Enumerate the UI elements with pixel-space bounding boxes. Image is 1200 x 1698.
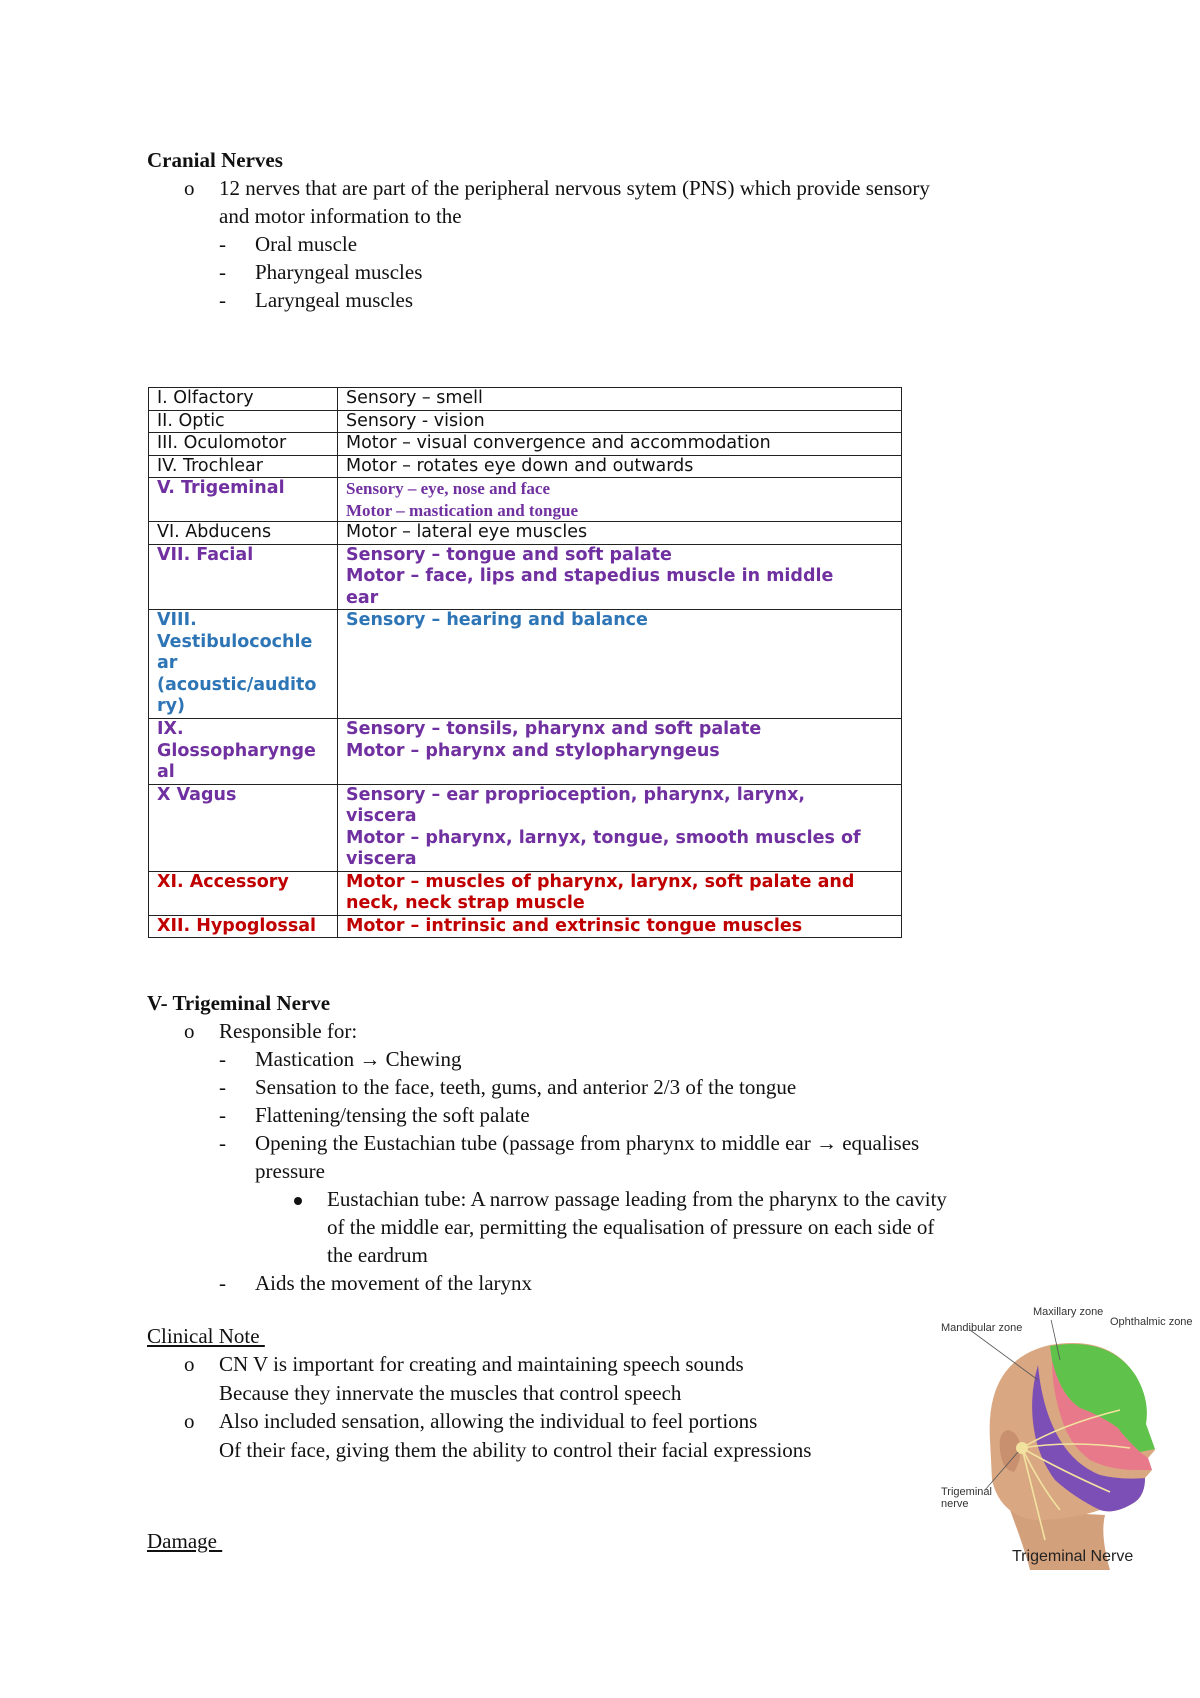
nerve-name-cell [149, 388, 338, 411]
table-row [149, 410, 902, 433]
nerve-function-cell [338, 455, 902, 478]
dash-marker: - [219, 1271, 226, 1295]
nerve-function: Sensory – hearing and balance [346, 610, 648, 630]
nerve-function: Motor – mastication and tongue [346, 500, 579, 520]
list-item-mastication: Mastication → Chewing [255, 1047, 462, 1071]
clinical-note-heading: Clinical Note [147, 1324, 265, 1348]
nerve-function-cell [338, 610, 902, 719]
nerve-name: V. Trigeminal [157, 478, 285, 498]
nerve-function: Sensory – ear proprioception, pharynx, larynx, [346, 784, 806, 805]
bullet-marker: o [184, 1352, 195, 1376]
nerve-function: Motor – pharynx, larnyx, tongue, smooth muscles of [346, 827, 861, 848]
nerve-name: X Vagus [157, 784, 237, 805]
nerve-function: Motor – rotates eye down and outwards [346, 455, 694, 476]
nerve-name: ry) [157, 696, 186, 716]
table-row [149, 915, 902, 938]
dash-marker: - [219, 1131, 226, 1155]
nerve-function-cell [338, 522, 902, 545]
list-item-sensation: Sensation to the face, teeth, gums, and anterior 2/3 of the tongue [255, 1075, 797, 1099]
clinical-point-2: Also included sensation, allowing the individual to feel portions [219, 1409, 758, 1433]
table-row [149, 871, 902, 915]
nerve-name: III. Oculomotor [157, 433, 287, 453]
table-row [149, 522, 902, 545]
list-item-larynx: Aids the movement of the larynx [255, 1271, 533, 1295]
nerve-name: II. Optic [157, 410, 225, 431]
bullet-marker: o [184, 176, 195, 200]
dash-marker: - [219, 232, 226, 256]
responsible-for-lead: Responsible for: [219, 1019, 358, 1043]
nerve-name: al [157, 762, 175, 782]
section-title-cranial-nerves: Cranial Nerves [147, 148, 283, 172]
nerve-name: Glossopharynge [157, 740, 316, 761]
nerve-function: Motor – pharynx and stylopharyngeus [346, 740, 720, 761]
list-item-soft-palate: Flattening/tensing the soft palate [255, 1103, 530, 1127]
nerve-function: Motor – lateral eye muscles [346, 522, 588, 542]
dash-marker: - [219, 1103, 226, 1127]
label-trigeminal-nerve-2: nerve [941, 1498, 969, 1510]
nerve-function: viscera [346, 849, 417, 869]
table-row [149, 388, 902, 411]
sub-item-eustachian-def-1: Eustachian tube: A narrow passage leading from the pharynx to the cavity [327, 1187, 947, 1211]
nerve-function: Motor – muscles of pharynx, larynx, soft palate and [346, 871, 855, 892]
nerve-name-cell [149, 915, 338, 938]
table-row [149, 719, 902, 785]
nerve-function: Sensory – tonsils, pharynx and soft palate [346, 719, 762, 739]
nerve-function: Motor – visual convergence and accommodation [346, 433, 771, 453]
nerve-function: Motor – face, lips and stapedius muscle in middle [346, 566, 834, 586]
table-row [149, 610, 902, 719]
nerve-function-cell [338, 433, 902, 456]
nerve-function-cell [338, 544, 902, 610]
nerve-function-cell [338, 871, 902, 915]
nerve-name-cell [149, 522, 338, 545]
section-title-trigeminal: V- Trigeminal Nerve [147, 991, 331, 1015]
sub-item-eustachian-def-2: of the middle ear, permitting the equalisation of pressure on each side of [327, 1215, 935, 1239]
nerve-name-cell [149, 719, 338, 785]
nerve-name: VII. Facial [157, 544, 254, 565]
nerve-name-cell [149, 544, 338, 610]
label-trigeminal-nerve-1: Trigeminal [941, 1486, 992, 1498]
clinical-point-1-cont: Because they innervate the muscles that control speech [219, 1381, 682, 1405]
nerve-name-cell [149, 784, 338, 871]
nerve-function: viscera [346, 806, 417, 826]
table-row [149, 478, 902, 522]
nerve-name: IV. Trochlear [157, 455, 263, 476]
list-item-eustachian-cont: pressure [255, 1159, 325, 1183]
nerve-function: Sensory – tongue and soft palate [346, 544, 672, 565]
table-row [149, 455, 902, 478]
intro-line-1: 12 nerves that are part of the peripheral nervous sytem (PNS) which provide sensory [219, 176, 930, 200]
dash-marker: - [219, 1075, 226, 1099]
nerve-function-cell [338, 784, 902, 871]
clinical-point-1: CN V is important for creating and maintaining speech sounds [219, 1352, 744, 1376]
nerve-name: (acoustic/audito [157, 674, 317, 695]
list-item-oral-muscle: Oral muscle [255, 232, 358, 256]
nerve-name: Vestibulocochle [157, 631, 313, 652]
table-row [149, 433, 902, 456]
bullet-dot [294, 1197, 302, 1205]
list-item-laryngeal-muscles: Laryngeal muscles [255, 288, 414, 312]
label-ophthalmic-zone: Ophthalmic zone [1110, 1316, 1193, 1328]
dash-marker: - [219, 260, 226, 284]
nerve-function-cell [338, 388, 902, 411]
label-maxillary-zone: Maxillary zone [1033, 1306, 1104, 1318]
figure-caption: Trigeminal Nerve [1012, 1548, 1134, 1565]
list-item-eustachian: Opening the Eustachian tube (passage from pharynx to middle ear → equalises [255, 1131, 920, 1155]
sub-item-eustachian-def-3: the eardrum [327, 1243, 428, 1267]
table-row [149, 784, 902, 871]
nerve-name: ar [157, 653, 178, 673]
dash-marker: - [219, 1047, 226, 1071]
nerve-function: Motor – intrinsic and extrinsic tongue muscles [346, 915, 803, 936]
nerve-name-cell [149, 478, 338, 522]
nerve-function: Sensory – smell [346, 388, 483, 408]
nerve-name: XI. Accessory [157, 871, 289, 892]
nerve-function-cell [338, 915, 902, 938]
nerve-name-cell [149, 610, 338, 719]
damage-heading: Damage [147, 1529, 223, 1553]
cranial-nerves-table [148, 387, 902, 938]
intro-line-2: and motor information to the [219, 204, 462, 228]
nerve-name-cell [149, 433, 338, 456]
nerve-function-cell [338, 719, 902, 785]
nerve-name-cell [149, 871, 338, 915]
nerve-name: I. Olfactory [157, 388, 254, 408]
list-item-pharyngeal-muscles: Pharyngeal muscles [255, 260, 423, 284]
table-row [149, 544, 902, 610]
label-mandibular-zone: Mandibular zone [941, 1322, 1023, 1334]
bullet-marker: o [184, 1409, 195, 1433]
nerve-function: Sensory - vision [346, 410, 485, 431]
nerve-name: VIII. [157, 610, 197, 630]
nerve-function: ear [346, 587, 379, 608]
nerve-function-cell [338, 410, 902, 433]
clinical-point-2-cont: Of their face, giving them the ability to control their facial expressions [219, 1438, 812, 1462]
nerve-function: neck, neck strap muscle [346, 893, 585, 913]
bullet-marker: o [184, 1019, 195, 1043]
nerve-name-cell [149, 455, 338, 478]
nerve-function: Sensory – eye, nose and face [346, 479, 550, 498]
nerve-name: IX. [157, 719, 184, 739]
nerve-function-cell [338, 478, 902, 522]
dash-marker: - [219, 288, 226, 312]
nerve-name: XII. Hypoglossal [157, 915, 317, 936]
nerve-name: VI. Abducens [157, 522, 272, 542]
head-illustration [940, 1320, 1190, 1570]
nerve-name-cell [149, 410, 338, 433]
